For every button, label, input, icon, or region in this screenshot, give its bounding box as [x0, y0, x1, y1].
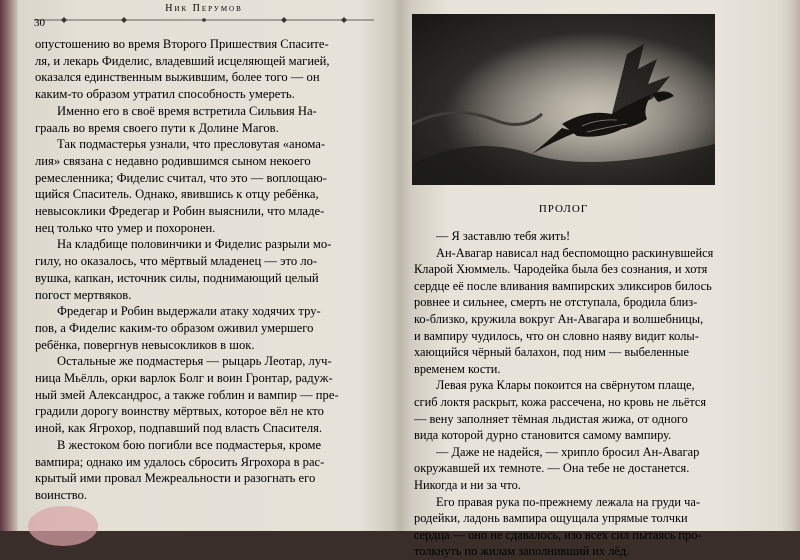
text-line: опустошению во время Второго Пришествия Спасите- — [35, 37, 329, 51]
text-line: окружавшей их темноте. — Она тебе не достанется. — [414, 461, 690, 476]
text-line: щийся Спаситель. Однако, явившись к отцу ребёнка, — [35, 187, 319, 202]
text-line: ремесленника; Фиделис считал, что это — воплощаю- — [35, 170, 327, 185]
text-line: вида которой дурно становится самому вампиру. — [414, 428, 672, 443]
text-line: родейки, ладонь вампира ощущала упрямые толчки — [414, 511, 688, 526]
text-line: Его правая рука по-прежнему лежала на груди ча- — [436, 494, 700, 509]
text-line: ля, и лекарь Фиделис, владевший исцеляющей магией, — [35, 53, 330, 68]
page-edges — [776, 0, 800, 531]
text-line: Остальные же подмастерья — рыцарь Леотар, луч- — [57, 354, 332, 369]
text-line: невысоклики Фредегар и Робин выяснили, что младе- — [35, 204, 325, 219]
text-line: толкнуть по жилам заполнивший их лёд. — [414, 544, 630, 559]
text-line: вампира; однако им удалось сбросить Ягрохора в рас- — [35, 454, 325, 469]
dragon-image — [412, 14, 715, 185]
text-line: Кларой Хюммель. Чародейка была без сознания, и хотя — [414, 262, 708, 277]
text-line: — Даже не надейся, — хрипло бросил Ан-Авагар — [436, 444, 700, 459]
text-line: и вампиру чудилось, что он словно наяву видит колы- — [414, 328, 699, 343]
text-line: воинство. — [35, 487, 88, 502]
text-line: сердце её после вливания вампирских эликсиров билось — [414, 278, 712, 293]
text-line: На кладбище половинчики и Фиделис разрыли мо- — [57, 237, 332, 252]
running-head-author: Ник Перумов — [165, 3, 243, 14]
dragon-illustration — [412, 14, 715, 185]
text-line: градили дорогу воинству мёртвых, которое вёл не кто — [35, 404, 324, 419]
text-line: каким-то образом утратил способность умереть. — [35, 87, 295, 102]
text-line: Никогда и ни за что. — [414, 477, 521, 492]
text-line: — вену заполняет тёмная льдистая жижа, от одного — [414, 411, 688, 426]
text-line: ровнее и сильнее, смерть не отступала, бродила близ- — [414, 295, 698, 310]
text-line: — Я заставлю тебя жить! — [436, 229, 571, 243]
text-line: сердца — оно не сдавалось, изо всех сил пытаясь про- — [414, 527, 702, 542]
finger — [28, 506, 98, 546]
left-page-text — [35, 36, 355, 504]
chapter-title: ПРОЛОГ — [538, 203, 589, 215]
text-line: крытый ими провал Межреальности и разогнать его — [35, 471, 316, 486]
text-line: Фредегар и Робин выдержали атаку ходячих тру- — [57, 304, 321, 319]
text-line: вушка, капкан, источник силы, поднимающий целый — [35, 270, 319, 285]
book-cover-edge — [0, 0, 18, 531]
text-line: ребёнка, повергнув невысокликов в шок. — [35, 337, 255, 352]
text-line: сгиб локтя раскрыт, кожа рассечена, но кровь не льётся — [414, 394, 707, 409]
text-line: ко-близко, кружила вокруг Ан-Авагара и волшебницы, — [414, 311, 704, 326]
ornamental-rule — [34, 16, 374, 24]
text-line: ница Мьёлль, орки варлок Болг и воин Гронтар, радуж- — [35, 371, 333, 386]
text-line: погост мертвяков. — [35, 287, 132, 302]
text-line: Ан-Авагар нависал над беспомощно раскинувшейся — [436, 245, 714, 260]
text-line: В жестоком бою погибли все подмастерья, кроме — [57, 437, 322, 452]
text-line: Левая рука Клары покоится на свёрнутом плаще, — [436, 378, 695, 393]
text-line: временем кости. — [414, 361, 501, 376]
text-line: нец только что умер и похоронен. — [35, 220, 216, 235]
page-number: 30 — [34, 17, 45, 29]
text-line: иной, как Ягрохор, подпавший под власть Спасителя. — [35, 421, 323, 436]
text-line: Именно его в своё время встретила Сильвия На- — [57, 103, 317, 118]
text-line: лия» связана с недавно родившимся сыном некоего — [35, 153, 311, 168]
text-line: оказался единственным выжившим, более того — он — [35, 70, 320, 85]
text-line: пов, а Фиделис каким-то образом оживил умершего — [35, 320, 314, 335]
running-head — [34, 2, 374, 22]
right-page-text — [414, 228, 714, 560]
text-line: грааль во время своего пути к Долине Магов. — [35, 120, 279, 135]
text-line: ный змей Александрос, а также гоблин и вампир — пре- — [35, 387, 339, 402]
text-line: хающийся чёрный балахон, под ним — выбеленные — [414, 345, 689, 360]
text-line: гилу, но оказалось, что мёртвый младенец — это ло- — [35, 254, 318, 269]
text-line: Так подмастерья узнали, что пресловутая «анома- — [57, 137, 326, 152]
